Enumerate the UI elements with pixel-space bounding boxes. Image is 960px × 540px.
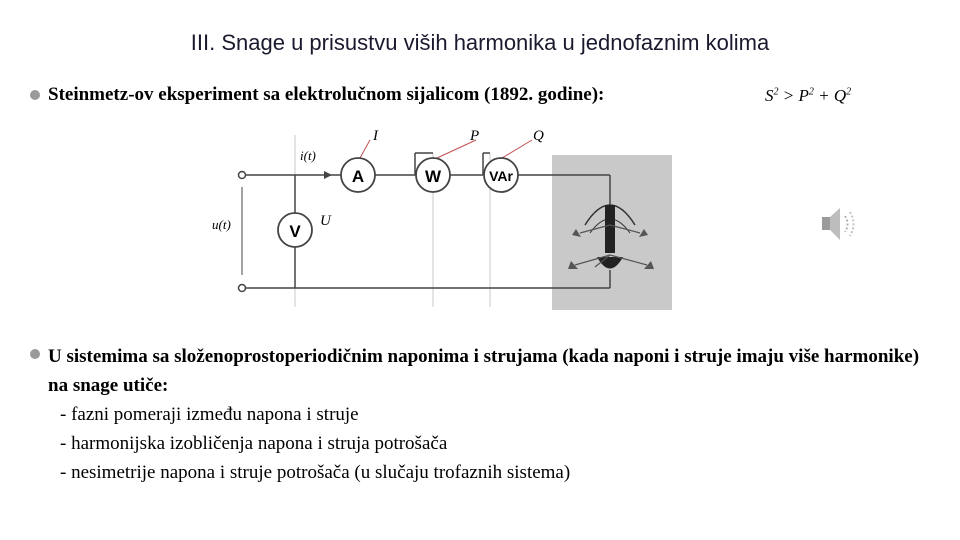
ammeter: [341, 158, 375, 192]
wattmeter: [416, 158, 450, 192]
varmeter: [484, 158, 518, 192]
formula-exp: 2: [808, 86, 814, 98]
label-P: P: [470, 128, 480, 144]
formula-p: P: [798, 86, 809, 105]
speaker-icon[interactable]: [818, 202, 862, 246]
terminal-bottom: [239, 285, 246, 292]
label-I: I: [373, 128, 378, 144]
label-leaders: [360, 140, 532, 158]
list-item: - fazni pomeraji između napona i struje: [60, 404, 359, 425]
bullet-intro-text: U sistemima sa složenoprostoperiodičnim naponima i strujama (kada naponi i struje imaju više harmonike) na snage utiče:: [48, 346, 920, 396]
voltmeter: [278, 213, 312, 247]
current-arrow: [324, 171, 332, 179]
bullet-text-steinmetz: Steinmetz-ov eksperiment sa elektrolučnom sijalicom (1892. godine):: [48, 84, 605, 105]
circuit-diagram: [200, 125, 680, 315]
list-item: - nesimetrije napona i struje potrošača (u slučaju trofaznih sistema): [60, 462, 571, 483]
svg-text:VAr: VAr: [489, 168, 513, 184]
bullet-marker: [30, 90, 40, 100]
bullet-marker: [30, 349, 40, 359]
power-inequality-formula: [765, 86, 851, 106]
terminal-top: [239, 172, 246, 179]
label-Q: Q: [533, 128, 544, 144]
svg-text:A: A: [351, 167, 365, 186]
formula-gt: >: [782, 86, 795, 105]
list-item: - harmonijska izobličenja napona i struja potrošača: [60, 433, 448, 454]
slide-title: III. Snage u prisustvu viših harmonika u jednofaznim kolima: [190, 30, 770, 55]
svg-text:V: V: [289, 222, 301, 241]
bullet-harmonics: [48, 342, 928, 487]
formula-plus: +: [818, 86, 830, 105]
label-u: u(t): [212, 217, 231, 232]
formula-exp: 2: [773, 86, 779, 98]
formula-q: Q: [833, 86, 847, 105]
svg-text:W: W: [424, 167, 442, 186]
label-i: i(t): [300, 148, 316, 163]
formula-exp: 2: [846, 86, 852, 98]
formula-s: S: [765, 86, 774, 105]
label-U: U: [320, 213, 331, 229]
